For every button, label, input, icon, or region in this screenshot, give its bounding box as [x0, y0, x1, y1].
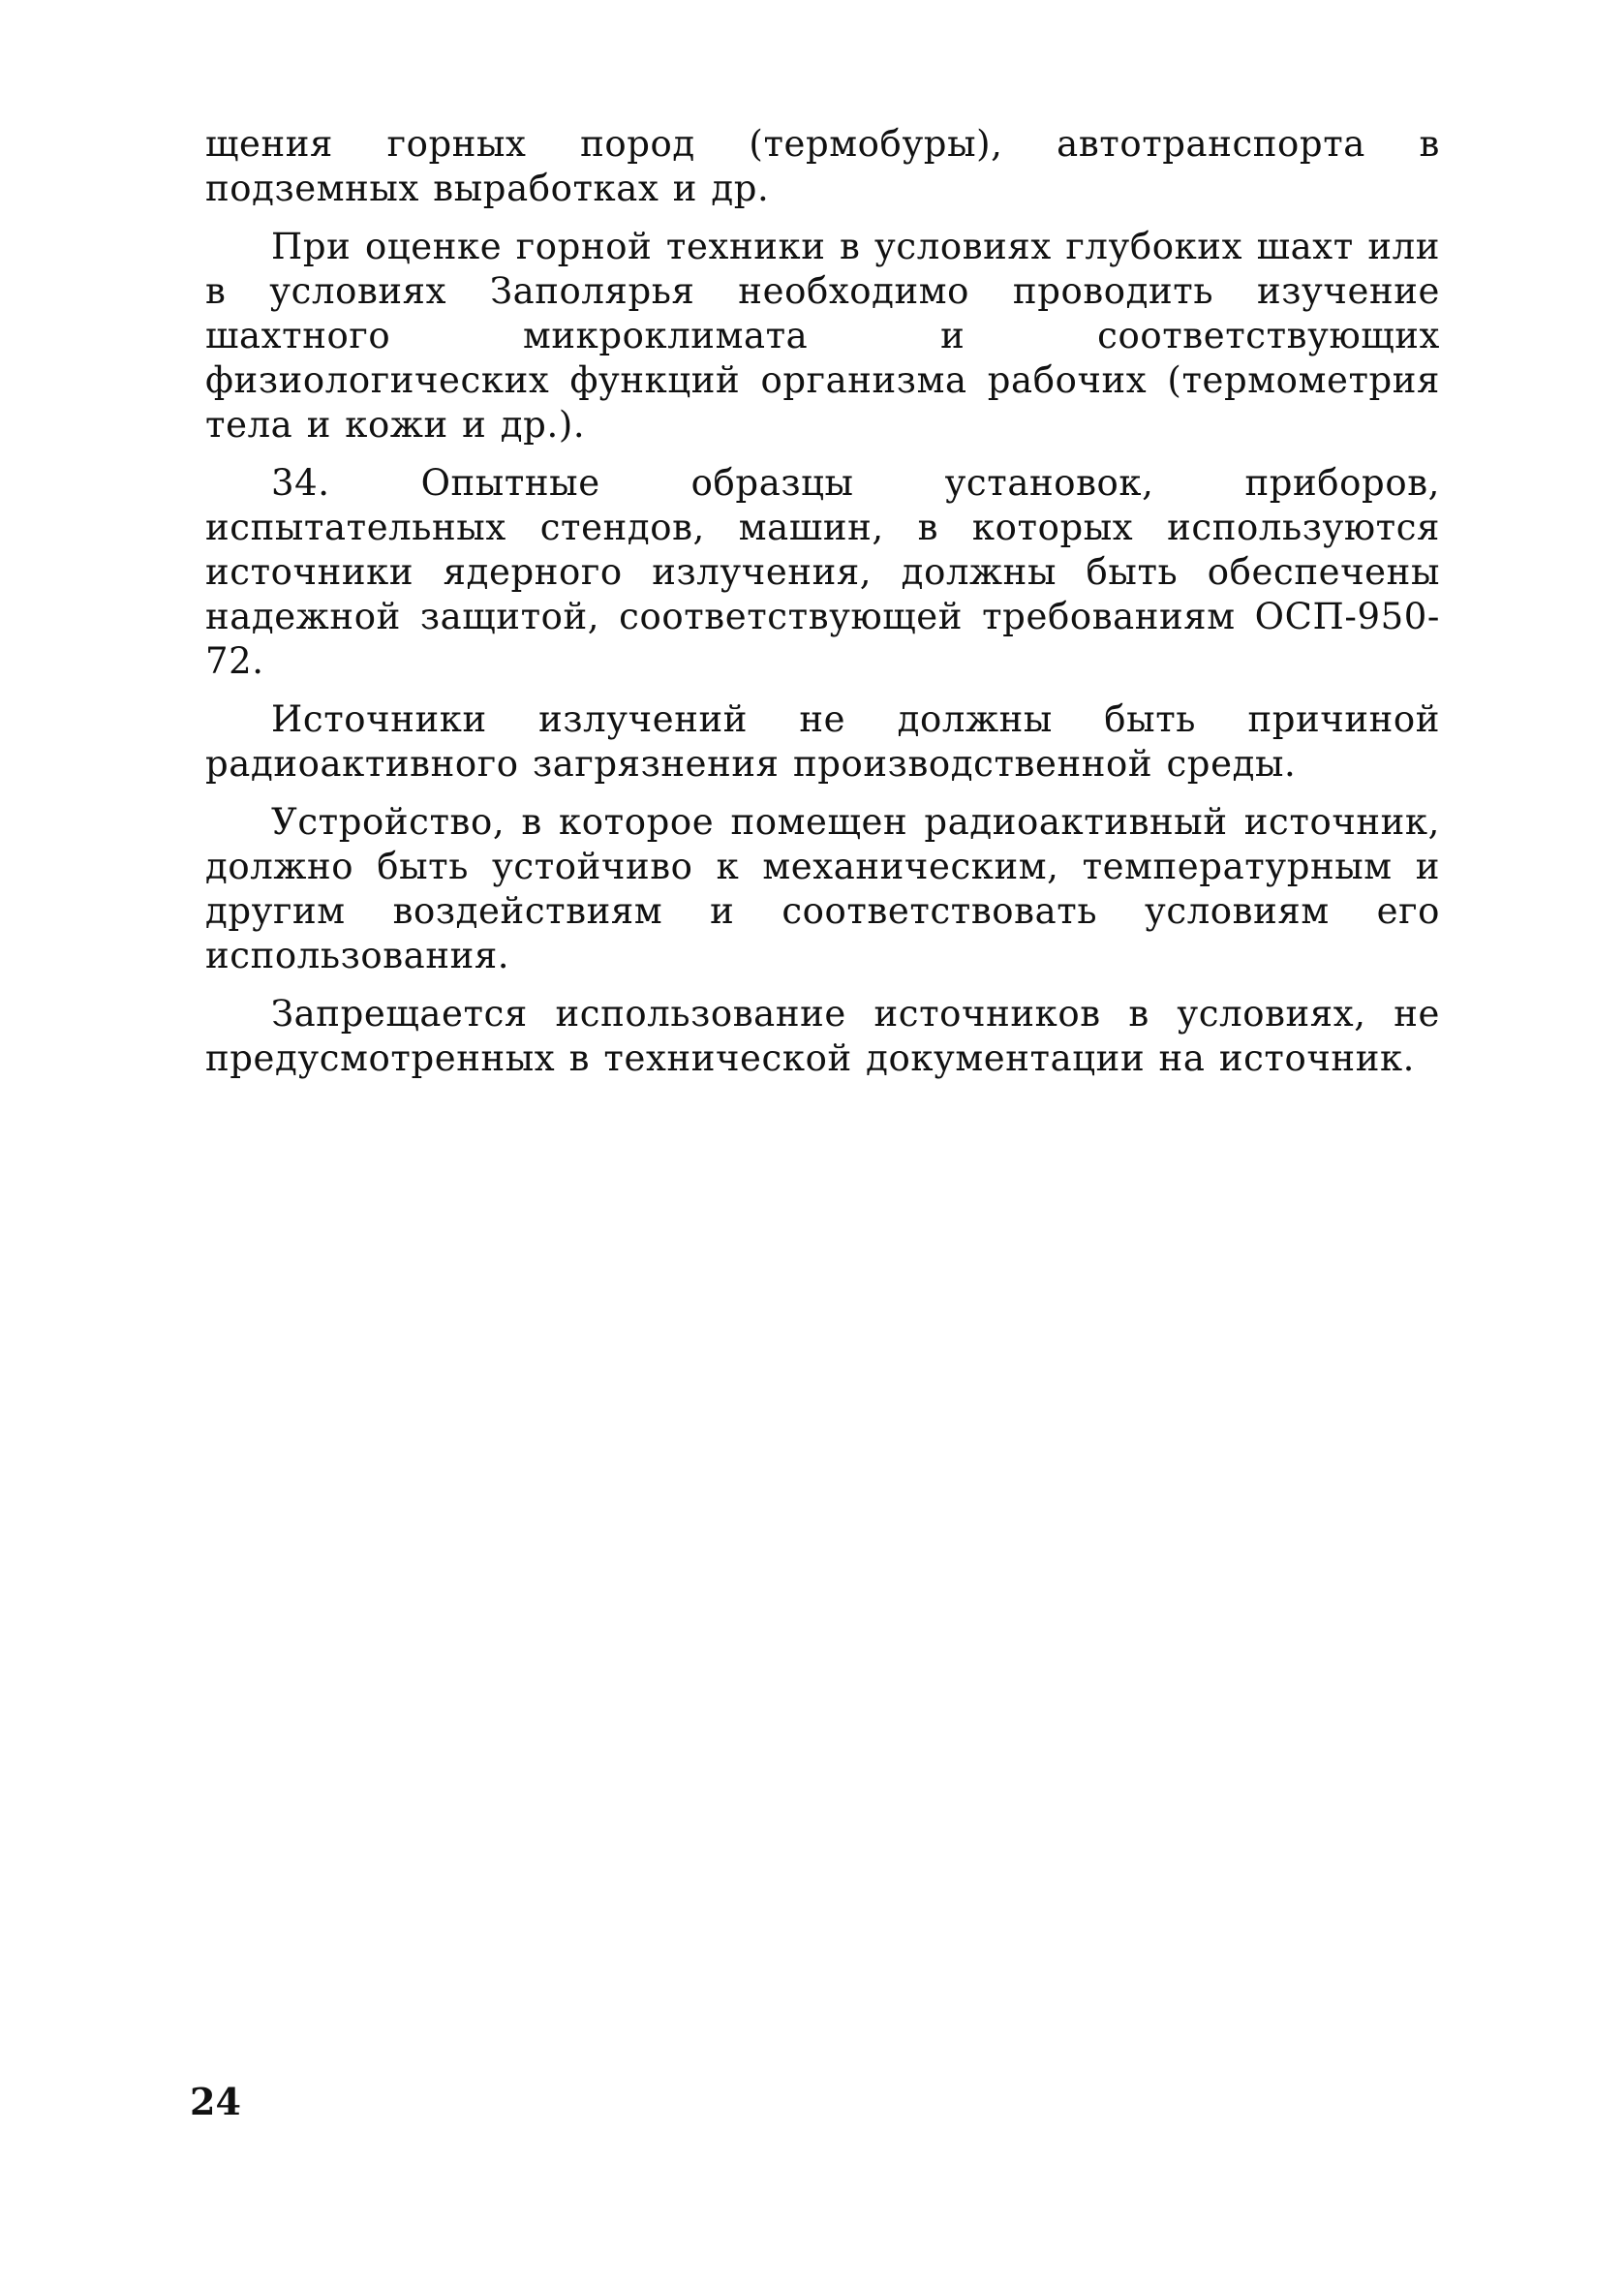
paragraph-continuation: щения горных пород (термобуры), автотранспорта в подземных выработках и др.: [205, 123, 1440, 209]
paragraph-radiation-sources: Источники излучений не должны быть причиной радиоактивного загрязнения производственной среды.: [205, 698, 1440, 785]
paragraph-clause-34: 34. Опытные образцы установок, приборов, испытательных стендов, машин, в которых используются источники ядерного излучения, должны быть обеспечены надежной защитой, соответствующей требованиям ОСП-950-72.: [205, 462, 1440, 682]
paragraph-mining-equipment: При оценке горной техники в условиях глубоких шахт или в условиях Заполярья необходимо проводить изучение шахтного микроклимата и соответствующих физиологических функций организма рабочих (термометрия тела и кожи и др.).: [205, 226, 1440, 446]
page-number: 24: [190, 2080, 241, 2123]
body-text: [205, 122, 1440, 1095]
paragraph-usage-prohibition: Запрещается использование источников в условиях, не предусмотренных в технической документации на источник.: [205, 993, 1440, 1079]
paragraph-device-stability: Устройство, в которое помещен радиоактивный источник, должно быть устойчиво к механическим, температурным и другим воздействиям и соответствовать условиям его использования.: [205, 801, 1440, 976]
